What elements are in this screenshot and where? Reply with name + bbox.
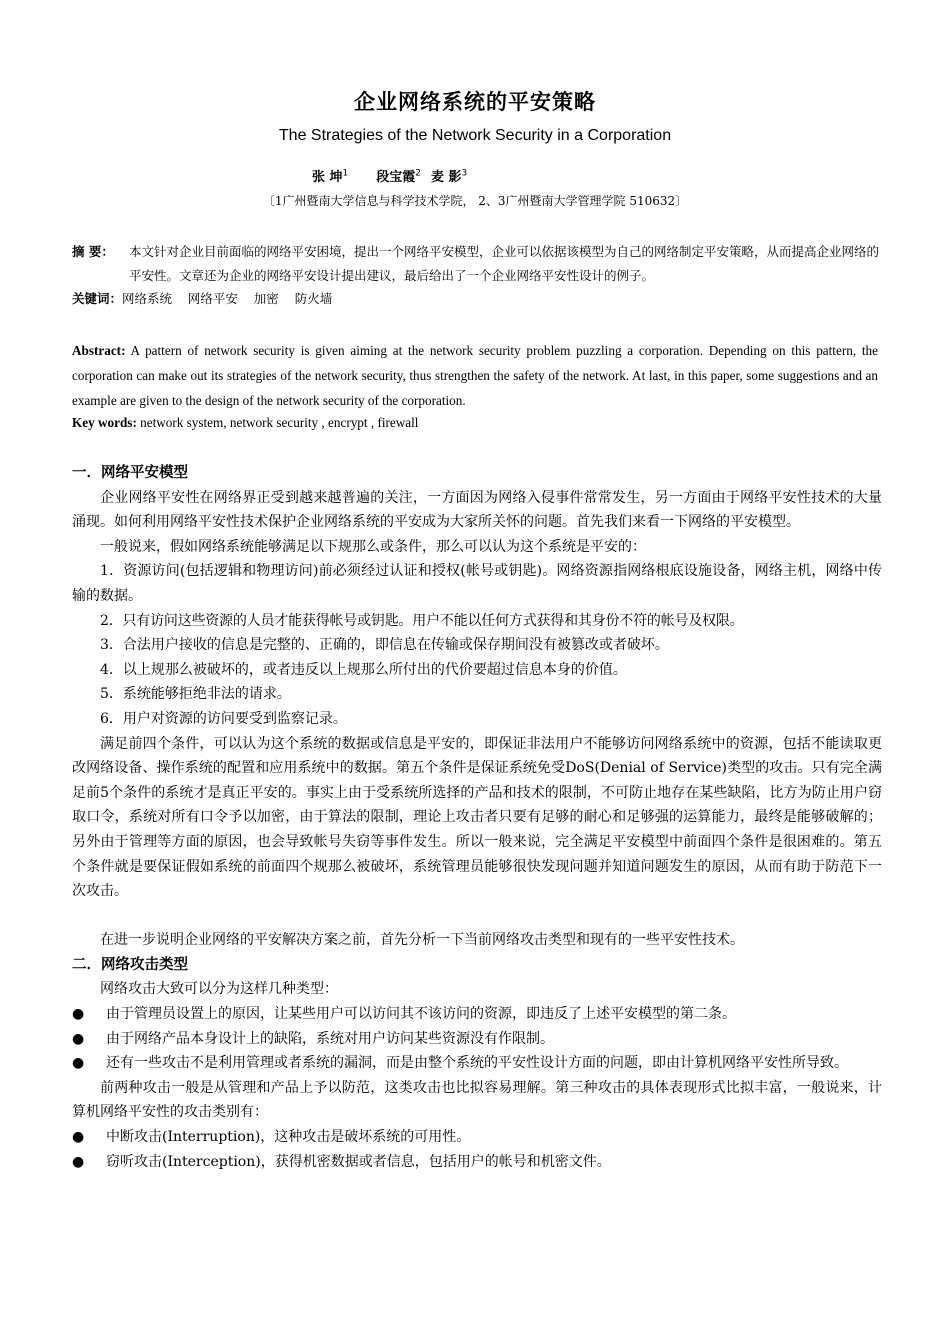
list-item: 6．用户对资源的访问要受到监察记录。 bbox=[100, 710, 347, 727]
section-heading: 二．网络攻击类型 bbox=[72, 956, 188, 973]
bullet-item bbox=[72, 1027, 882, 1052]
keywords-english-label: Key words: bbox=[72, 415, 137, 430]
bullet-marker: ● bbox=[72, 1129, 85, 1146]
keywords-chinese-text: 网络系统 网络平安 加密 防火墙 bbox=[122, 291, 333, 306]
author-name: 段宝霞 bbox=[376, 170, 416, 185]
abstract-chinese-label: 摘 要： bbox=[72, 244, 114, 259]
paragraph: 企业网络平安性在网络界正受到越来越普遍的关注，一方面因为网络入侵事件常常发生，另一方面由于网络平安性技术的大量涌现。如何利用网络平安性技术保护企业网络系统的平安成为大家所关怀的问题。首先我们来看一下网络的平安模型。 bbox=[72, 489, 882, 531]
affiliation: 〔1广州暨南大学信息与科学技术学院， 2、3广州暨南大学管理学院 510632〕 bbox=[262, 194, 688, 208]
paper-title-english: The Strategies of the Network Security in a Corporation bbox=[278, 127, 672, 144]
bullet-text: 窃听攻击(Interception)，获得机密数据或者信息，包括用户的帐号和机密文件。 bbox=[106, 1153, 611, 1170]
bullet-marker: ● bbox=[72, 1030, 85, 1047]
keywords-chinese bbox=[72, 289, 882, 309]
paragraph: 前两种攻击一般是从管理和产品上予以防范，这类攻击也比拟容易理解。第三种攻击的具体表现形式比拟丰富，一般说来，计算机网络平安性的攻击类别有： bbox=[72, 1079, 882, 1121]
author-affiliation-mark: 2 bbox=[415, 168, 422, 179]
author-affiliation-mark: 1 bbox=[342, 168, 349, 179]
bullet-marker: ● bbox=[72, 1055, 85, 1072]
paper-title-chinese: 企业网络系统的平安策略 bbox=[354, 90, 596, 114]
bullet-text: 还有一些攻击不是利用管理或者系统的漏洞，而是由整个系统的平安性设计方面的问题，即由计算机网络平安性所导致。 bbox=[106, 1055, 848, 1072]
paragraph: 满足前四个条件，可以认为这个系统的数据或信息是平安的，即保证非法用户不能够访问网络系统中的资源，包括不能读取更改网络设备、操作系统的配置和应用系统中的数据。第五个条件是保证系统免受DoS(Denial of Service)类型的攻击。只有完全满足前5个条件的系统才是真正平安的。事实上由于受系统所选择的产品和技术的限制，不可防止地存在某些缺陷，比方为防止用户窃取口令，系统对所有口令予以加密，由于算法的限制，理论上攻击者只要有足够的耐心和足够强的运算能力，最终是能够破解的；另外由于管理等方面的原因，也会导致帐号失窃等事件发生。所以一般来说，完全满足平安模型中前面四个条件是很困难的。第五个条件就是要保证假如系统的前面四个规那么被破坏，系统管理员能够很快发现问题并知道问题发生的原因，从而有助于防范下一次攻击。 bbox=[72, 735, 882, 900]
keywords-chinese-label: 关键词： bbox=[72, 291, 123, 306]
abstract-english bbox=[72, 338, 878, 413]
list-item: 3．合法用户接收的信息是完整的、正确的，即信息在传输或保存期间没有被篡改或者破坏。 bbox=[100, 637, 669, 654]
author-list bbox=[312, 166, 612, 185]
bullet-marker: ● bbox=[72, 1153, 85, 1170]
paragraph: 一般说来，假如网络系统能够满足以下规那么或条件，那么可以认为这个系统是平安的： bbox=[100, 538, 646, 555]
bullet-item bbox=[72, 1002, 882, 1027]
author-name: 麦 影 bbox=[431, 170, 462, 185]
bullet-text: 中断攻击(Interruption)，这种攻击是破坏系统的可用性。 bbox=[106, 1129, 471, 1146]
author-name: 张 坤 bbox=[312, 170, 343, 185]
bullet-text: 由于网络产品本身设计上的缺陷，系统对用户访问某些资源没有作限制。 bbox=[106, 1030, 554, 1047]
bullet-item bbox=[72, 1125, 882, 1150]
bullet-item bbox=[72, 1150, 882, 1175]
bullet-item bbox=[72, 1051, 882, 1076]
list-item: 5．系统能够拒绝非法的请求。 bbox=[100, 686, 291, 703]
keywords-english bbox=[72, 413, 878, 433]
paragraph: 网络攻击大致可以分为这样几种类型： bbox=[100, 981, 338, 998]
paragraph: 在进一步说明企业网络的平安解决方案之前，首先分析一下当前网络攻击类型和现有的一些平安性技术。 bbox=[100, 932, 744, 949]
keywords-english-text: network system, network security , encrypt , firewall bbox=[136, 415, 419, 430]
list-item: 2．只有访问这些资源的人员才能获得帐号或钥匙。用户不能以任何方式获得和其身份不符的帐号及权限。 bbox=[100, 612, 744, 629]
bullet-marker: ● bbox=[72, 1006, 85, 1023]
bullet-text: 由于管理员设置上的原因，让某些用户可以访问其不该访问的资源，即违反了上述平安模型的第二条。 bbox=[106, 1006, 736, 1023]
abstract-english-text: A pattern of network security is given aiming at the network security problem puzzling a corporation. Depending on this pattern, the corporation can make out its strategies of the network security, thus strengthen the safety of the network. At last, in this paper, some suggestions and an example are given to the design of the network security of the corporation. bbox=[72, 343, 878, 408]
list-item: 4．以上规那么被破坏的，或者违反以上规那么所付出的代价要超过信息本身的价值。 bbox=[100, 661, 627, 678]
author-affiliation-mark: 3 bbox=[461, 168, 468, 179]
abstract-chinese bbox=[72, 240, 882, 288]
abstract-english-label: Abstract: bbox=[72, 343, 126, 358]
section-heading: 一．网络平安模型 bbox=[72, 465, 188, 481]
main-body bbox=[72, 461, 882, 1174]
abstract-chinese-text: 本文针对企业目前面临的网络平安困境，提出一个网络平安模型，企业可以依据该模型为自己的网络制定平安策略，从而提高企业网络的平安性。文章还为企业的网络平安设计提出建议，最后给出了一个企业网络平安性设计的例子。 bbox=[129, 244, 880, 283]
list-item: 1．资源访问(包括逻辑和物理访问)前必须经过认证和授权(帐号或钥匙)。网络资源指网络根底设施设备，网络主机，网络中传输的数据。 bbox=[72, 563, 882, 604]
